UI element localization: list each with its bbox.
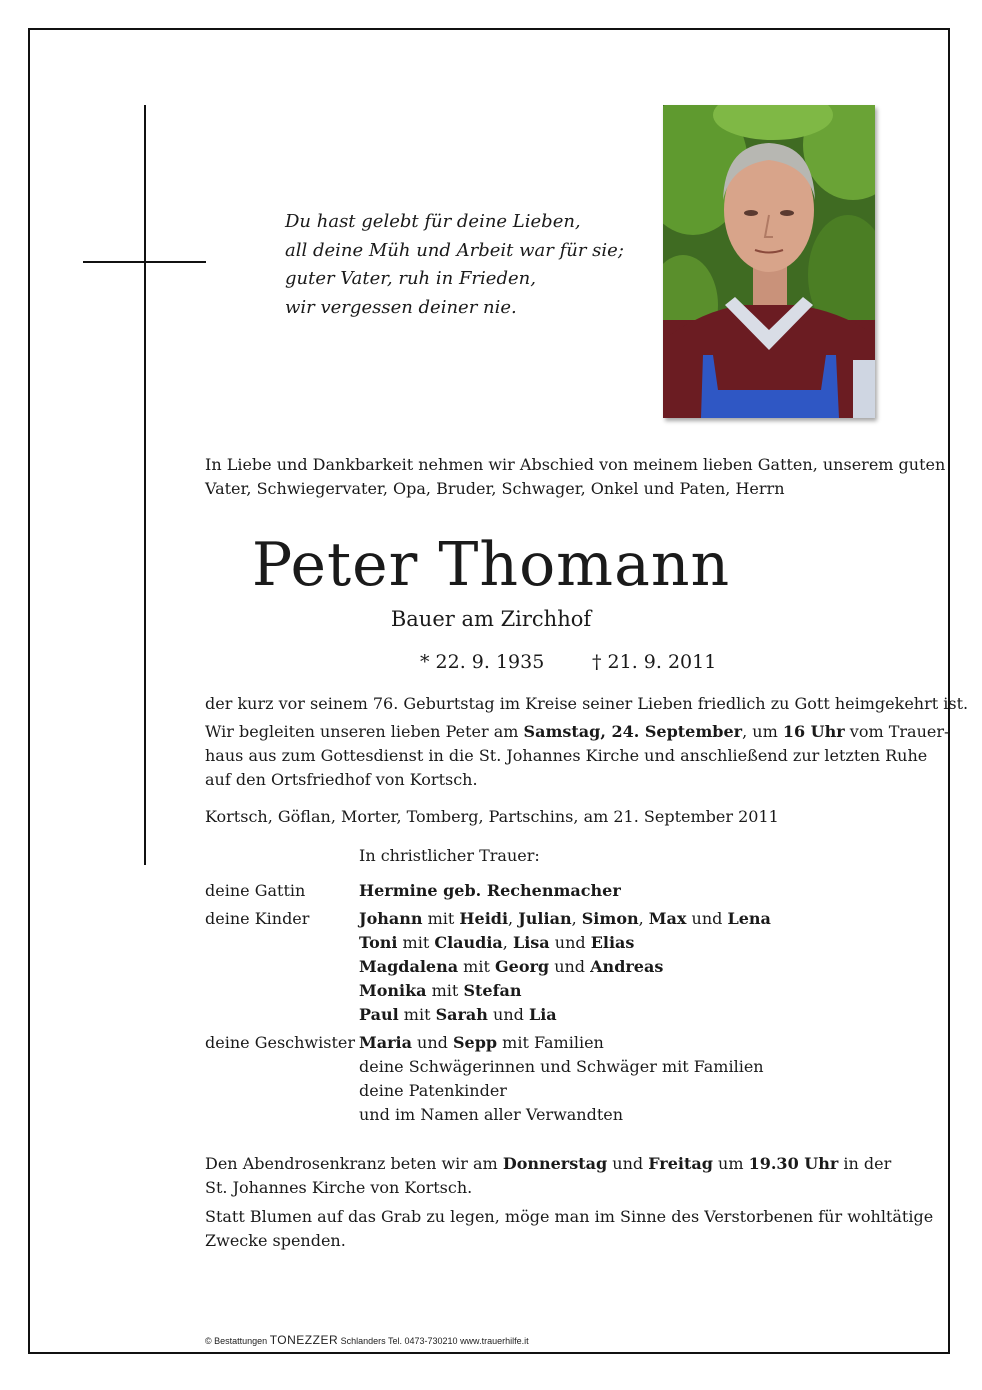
name: Toni (359, 933, 398, 952)
name: Johann (359, 909, 423, 928)
name: Maria (359, 1033, 412, 1052)
death-note: der kurz vor seinem 76. Geburtstag im Kreise seiner Lieben friedlich zu Gott heimgekehrt ist. (205, 694, 969, 713)
intro-line: Vater, Schwiegervater, Opa, Bruder, Schwager, Onkel und Paten, Herrn (205, 479, 785, 498)
donation-line: Zwecke spenden. (205, 1231, 346, 1250)
children-row (359, 907, 771, 931)
text-span: mit (422, 909, 460, 928)
cross-icon-horizontal (83, 261, 206, 263)
name: Monika (359, 981, 427, 1000)
poem (285, 208, 624, 322)
text-span: Wir begleiten unseren lieben Peter am (205, 722, 524, 741)
children-row (359, 931, 634, 955)
donation-line: Statt Blumen auf das Grab zu legen, möge man im Sinne des Verstorbenen für wohltätige (205, 1207, 934, 1226)
death-date: † 21. 9. 2011 (592, 651, 717, 673)
text-span: und (686, 909, 728, 928)
text-span: , um (742, 722, 783, 741)
text-span: vom Trauer- (844, 722, 950, 741)
place-date: Kortsch, Göflan, Morter, Tomberg, Partschins, am 21. September 2011 (205, 807, 779, 826)
funeral-line: haus aus zum Gottesdienst in die St. Johannes Kirche und anschließend zur letzten Ruhe (205, 746, 928, 765)
name: Paul (359, 1005, 399, 1024)
poem-line: Du hast gelebt für deine Lieben, (285, 211, 581, 232)
name: Julian (518, 909, 572, 928)
cross-icon-vertical (144, 105, 146, 865)
text-span: mit (458, 957, 495, 976)
name: Lisa (512, 933, 550, 952)
text-span: © Bestattungen (205, 1336, 270, 1346)
portrait-photo (663, 105, 875, 418)
name: Lia (528, 1005, 557, 1024)
children-label: deine Kinder (205, 909, 310, 928)
text-span: um (712, 1154, 749, 1173)
birth-date: * 22. 9. 1935 (420, 651, 545, 673)
rosary-announcement (205, 1152, 891, 1200)
wife-name-text: Hermine geb. Rechenmacher (359, 881, 621, 900)
relatives-line: deine Patenkinder (359, 1081, 507, 1100)
text-span: , (571, 909, 582, 928)
deceased-occupation: Bauer am Zirchhof (390, 607, 592, 631)
text-span: und (549, 933, 591, 952)
text-span: und (411, 1033, 453, 1052)
text-span: und (487, 1005, 529, 1024)
relatives-line: deine Schwägerinnen und Schwäger mit Familien (359, 1057, 764, 1076)
rosary-day: Donnerstag (502, 1154, 608, 1173)
text-span: , (508, 909, 519, 928)
funeral-announcement (205, 720, 949, 792)
text-span: und (549, 957, 591, 976)
rosary-day: Freitag (648, 1154, 713, 1173)
name: Andreas (590, 957, 664, 976)
text-span: Schlanders Tel. 0473-730210 www.trauerhilfe.it (338, 1336, 529, 1346)
donation-note (205, 1205, 933, 1253)
rosary-line: St. Johannes Kirche von Kortsch. (205, 1178, 473, 1197)
name: Georg (494, 957, 550, 976)
name: Lena (727, 909, 771, 928)
poem-line: guter Vater, ruh in Frieden, (285, 268, 536, 289)
text-span: mit Familien (497, 1033, 604, 1052)
text-span: , (638, 909, 649, 928)
name: Heidi (459, 909, 509, 928)
name: Simon (581, 909, 639, 928)
text-span: Den Abendrosenkranz beten wir am (205, 1154, 503, 1173)
poem-line: wir vergessen deiner nie. (285, 296, 517, 318)
children-row (359, 979, 521, 1003)
name: Claudia (434, 933, 503, 952)
name: Magdalena (359, 957, 459, 976)
text-span: und (607, 1154, 649, 1173)
intro-line: In Liebe und Dankbarkeit nehmen wir Abschied von meinem lieben Gatten, unserem guten (205, 455, 946, 474)
children-row (359, 1003, 557, 1027)
funeral-home-brand: TONEZZER (269, 1333, 339, 1347)
text-span: in der (838, 1154, 892, 1173)
footer-credit (205, 1333, 529, 1347)
name: Stefan (463, 981, 522, 1000)
name: Max (648, 909, 687, 928)
text-span: mit (398, 1005, 436, 1024)
siblings-row (359, 1031, 604, 1055)
name: Elias (590, 933, 635, 952)
funeral-line (205, 720, 949, 744)
text-span: , (502, 933, 513, 952)
wife-name (359, 879, 621, 903)
name: Sepp (452, 1033, 498, 1052)
relatives-line: und im Namen aller Verwandten (359, 1105, 624, 1124)
mourning-heading: In christlicher Trauer: (359, 846, 540, 865)
funeral-time: 16 Uhr (782, 722, 845, 741)
rosary-time: 19.30 Uhr (748, 1154, 839, 1173)
siblings-label: deine Geschwister (205, 1033, 355, 1052)
rosary-line (205, 1152, 891, 1176)
name: Sarah (435, 1005, 488, 1024)
wife-label: deine Gattin (205, 881, 306, 900)
text-span: mit (426, 981, 464, 1000)
intro-text (205, 453, 945, 501)
funeral-line: auf den Ortsfriedhof von Kortsch. (205, 770, 478, 789)
deceased-name: Peter Thomann (251, 530, 731, 600)
poem-line: all deine Müh und Arbeit war für sie; (285, 239, 624, 261)
funeral-day: Samstag, 24. September (523, 722, 743, 741)
children-row (359, 955, 663, 979)
text-span: mit (397, 933, 435, 952)
